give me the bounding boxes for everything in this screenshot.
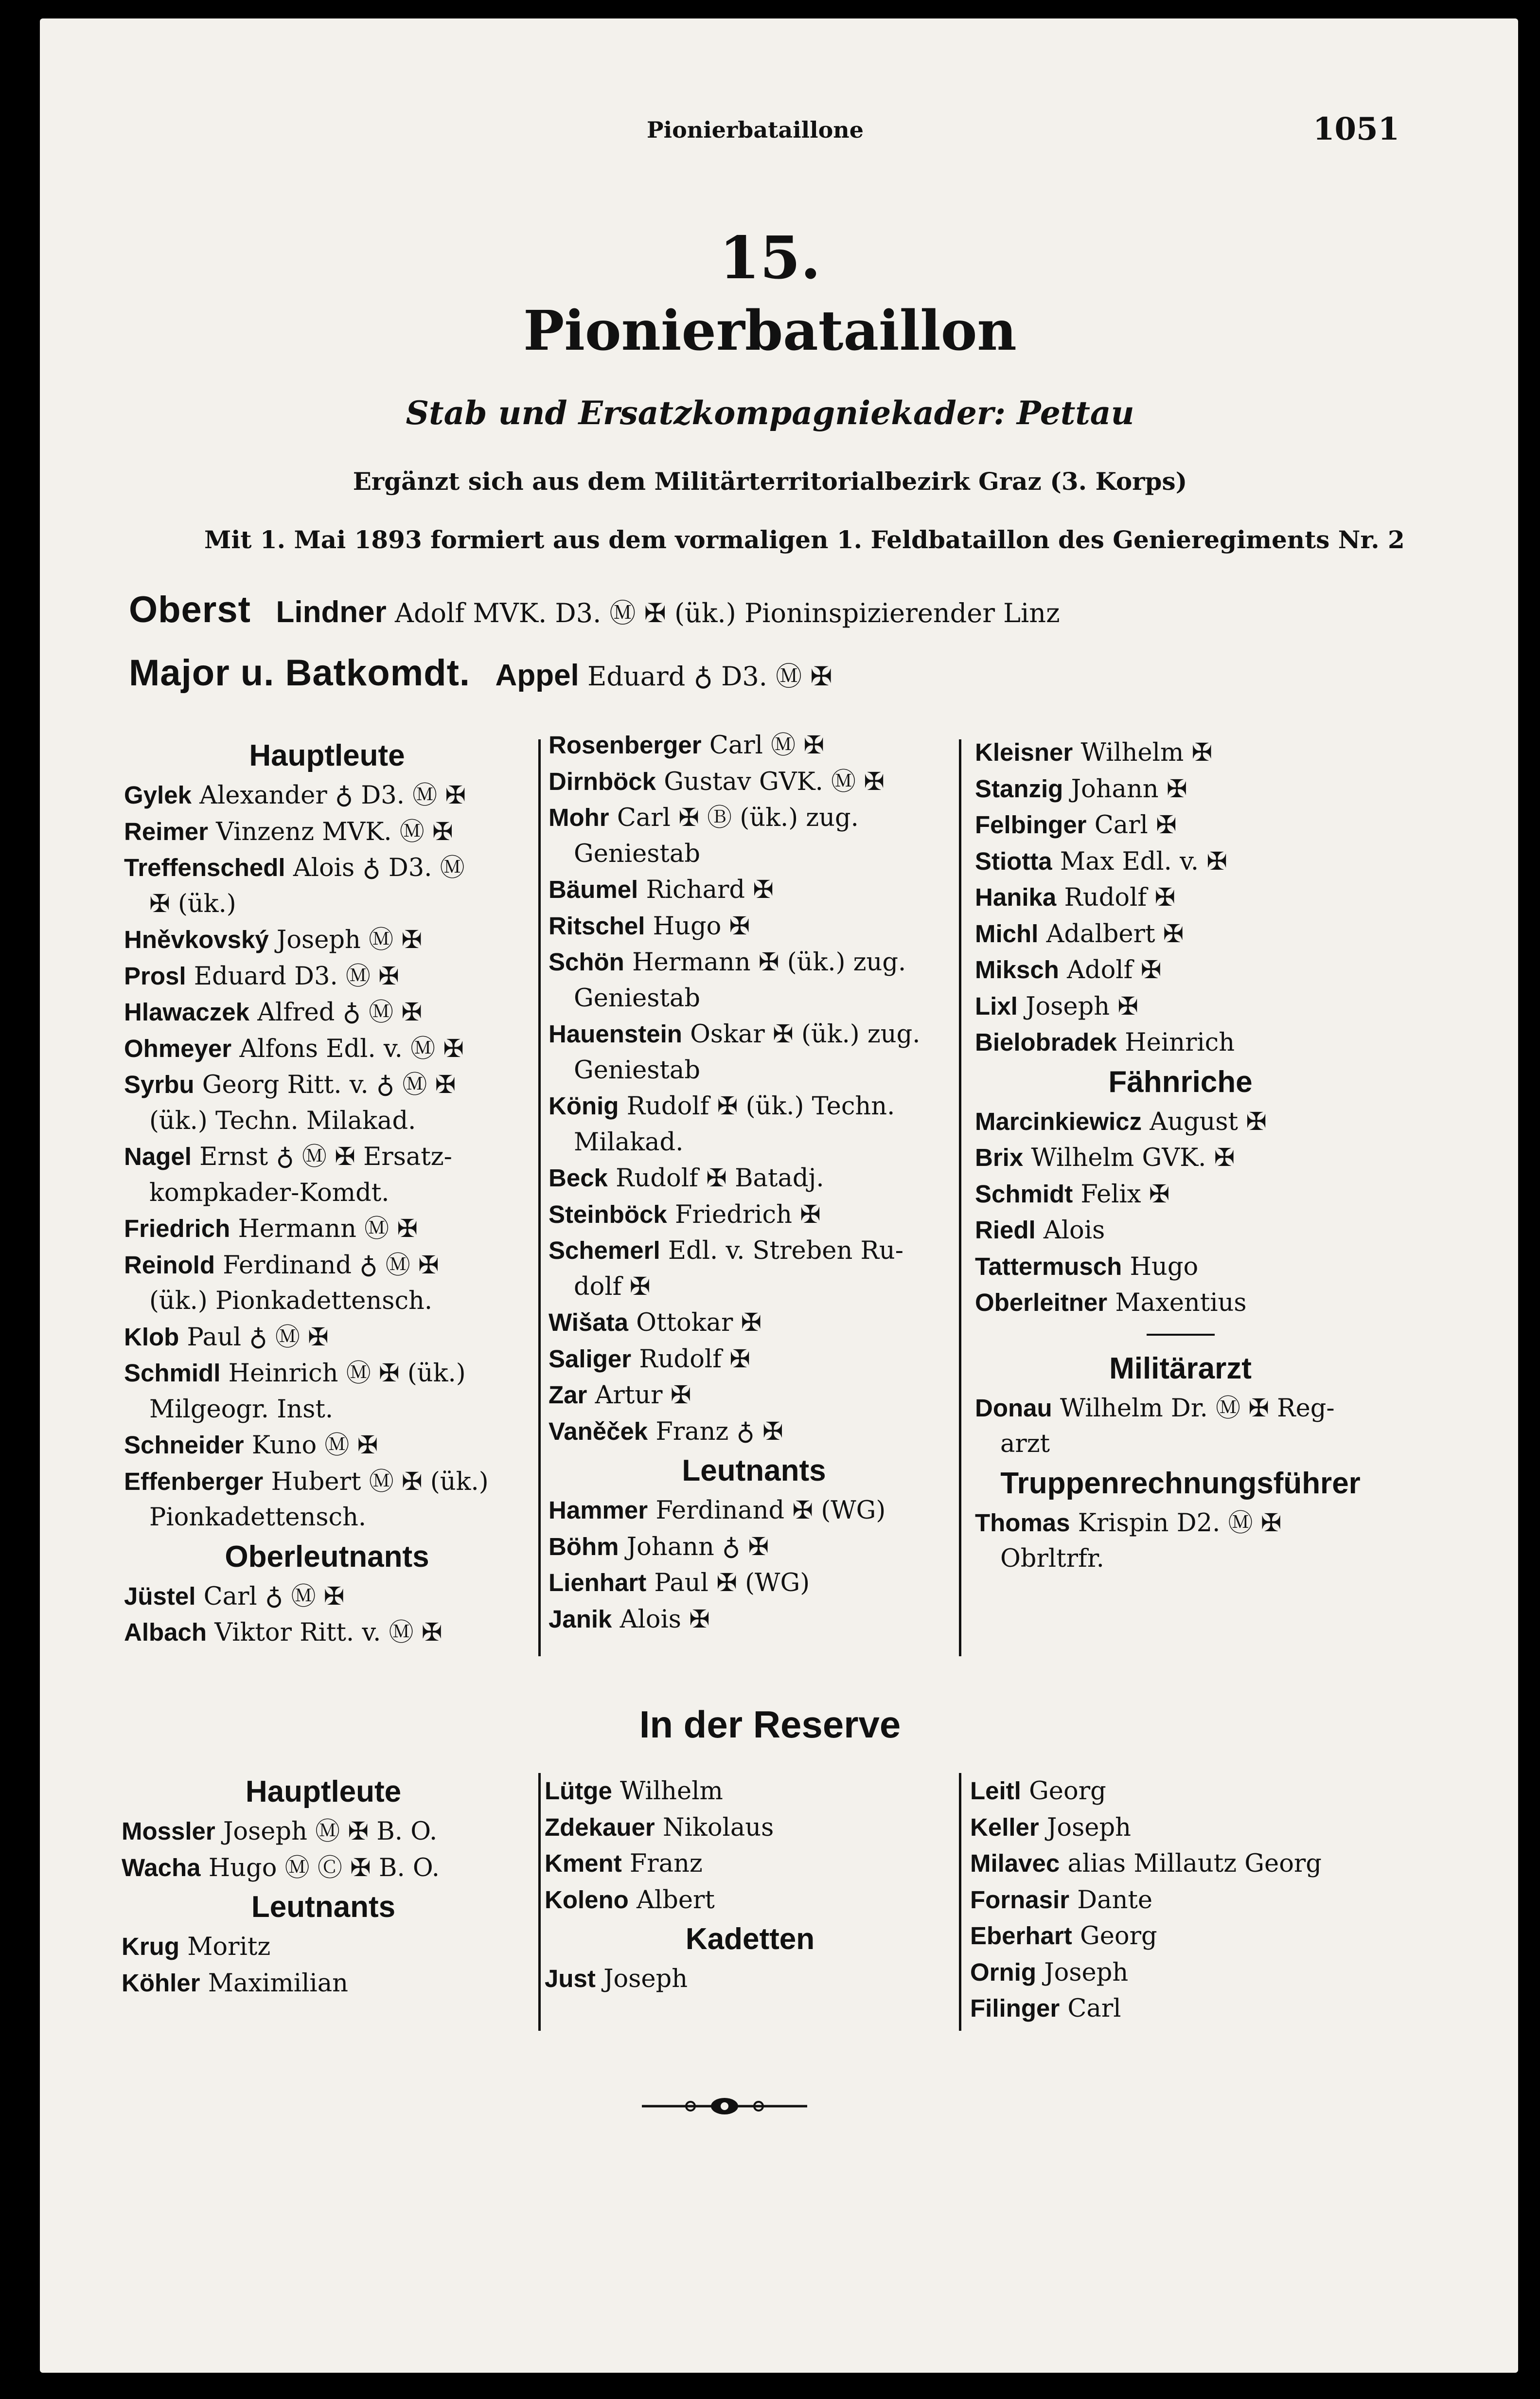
officer-details: Alfred ♁ Ⓜ ✠ <box>257 998 423 1027</box>
entry-continuation: ✠ (ük.) <box>149 889 236 918</box>
officer-entry <box>124 1578 530 1615</box>
officer-entry <box>549 1305 959 1341</box>
officer-details: Hubert Ⓜ ✠ (ük.) <box>271 1467 489 1496</box>
battalion-number: 15. <box>719 224 821 292</box>
officer-details: Georg Ritt. v. ♁ Ⓜ ✠ <box>202 1071 456 1099</box>
column-divider <box>959 1773 961 2031</box>
officer-details: Rudolf ✠ <box>639 1344 751 1374</box>
officer-surname: Hlawaczek <box>124 998 249 1026</box>
officer-surname: Oberleitner <box>975 1289 1108 1316</box>
officer-details: Franz ♁ ✠ <box>655 1417 783 1446</box>
officer-surname: Hněvkovský <box>124 926 269 953</box>
officer-surname: Steinböck <box>549 1200 667 1228</box>
officer-details: Richard ✠ <box>646 876 774 904</box>
officer-entry <box>124 958 530 995</box>
officer-details: Hugo <box>1130 1252 1199 1281</box>
officer-details: Adolf ✠ <box>1067 956 1162 985</box>
officer-details: Carl ✠ <box>1094 811 1177 840</box>
officer-surname: Reimer <box>124 817 208 845</box>
officer-details: Dante <box>1077 1885 1153 1915</box>
officer-details: Alois ✠ <box>620 1605 710 1634</box>
section-heading: Oberleutnants <box>225 1540 429 1574</box>
officer-entry <box>122 1813 525 1850</box>
officer-details: Georg <box>1029 1777 1106 1806</box>
officer-entry <box>124 1031 530 1067</box>
officer-entry <box>549 1016 959 1053</box>
officer-entry <box>122 1850 525 1886</box>
officer-surname: Mossler <box>122 1817 215 1845</box>
officer-entry <box>124 777 530 814</box>
column-divider <box>538 1773 541 2031</box>
section-heading: Kadetten <box>685 1922 815 1956</box>
officer-surname: Bäumel <box>549 876 638 903</box>
section-heading: Hauptleute <box>245 1775 402 1808</box>
officer-entry <box>549 1341 959 1378</box>
officer-entry <box>975 952 1386 988</box>
officer-surname: Ornig <box>970 1958 1036 1986</box>
officer-details: Maximilian <box>208 1969 348 1998</box>
officer-surname: Effenberger <box>124 1467 264 1495</box>
commander-details: Adolf MVK. D3. Ⓜ ✠ (ük.) Pioninspizierender Linz <box>394 598 1060 628</box>
page-number: 1051 <box>1313 111 1400 147</box>
officer-entry <box>970 1882 1388 1918</box>
end-ornament <box>637 2094 812 2118</box>
officer-entry <box>549 1565 959 1601</box>
officer-surname: Milavec <box>970 1849 1060 1877</box>
officer-details: Gustav GVK. Ⓜ ✠ <box>664 767 885 796</box>
entry-continuation: dolf ✠ <box>574 1272 651 1301</box>
section-heading: Hauptleute <box>249 739 405 772</box>
officer-details: Alois ♁ D3. Ⓜ <box>293 854 465 882</box>
officer-surname: Michl <box>975 919 1039 948</box>
officer-details: Wilhelm GVK. ✠ <box>1031 1144 1235 1172</box>
officer-details: Joseph <box>1044 1958 1129 1987</box>
officer-details: Joseph Ⓜ ✠ B. O. <box>223 1817 438 1846</box>
separator-rule <box>975 1321 1386 1347</box>
officer-details: Rudolf ✠ <box>1064 883 1176 912</box>
commander-rank: Major u. Batkomdt. <box>129 652 471 694</box>
officer-details: Kuno Ⓜ ✠ <box>251 1431 378 1460</box>
officer-surname: Fornasir <box>970 1885 1070 1914</box>
officer-surname: Filinger <box>970 1994 1060 2022</box>
officer-surname: Krug <box>122 1933 179 1960</box>
officer-entry <box>124 1427 530 1464</box>
officer-surname: Wacha <box>122 1853 201 1881</box>
officer-details: alias Millautz Georg <box>1067 1849 1322 1878</box>
officer-details: Carl <box>1067 1994 1121 2023</box>
officer-details: Edl. v. Streben Ru- <box>668 1236 903 1265</box>
officer-surname: Riedl <box>975 1216 1036 1244</box>
officer-entry <box>122 1929 525 1965</box>
officer-details: Johann ✠ <box>1071 774 1187 804</box>
officer-entry <box>549 1492 959 1529</box>
officer-surname: Zar <box>549 1381 587 1409</box>
officer-entry <box>975 1212 1386 1249</box>
officer-entry <box>124 1067 530 1103</box>
officer-entry <box>970 1990 1388 2026</box>
officer-surname: Saliger <box>549 1344 632 1373</box>
officer-entry <box>124 1614 530 1651</box>
officer-details: Ottokar ✠ <box>636 1308 762 1337</box>
officer-surname: Felbinger <box>975 811 1087 839</box>
officer-surname: Prosl <box>124 962 186 990</box>
formation-note: Mit 1. Mai 1893 formiert aus dem vormaligen 1. Feldbataillon des Genieregiments Nr. 2 <box>204 525 1405 554</box>
officer-details: Georg <box>1080 1922 1157 1951</box>
officer-entry <box>549 1160 959 1197</box>
officer-surname: Nagel <box>124 1143 192 1170</box>
officer-surname: Janik <box>549 1605 612 1633</box>
officer-entry <box>975 1285 1386 1321</box>
officer-details: Franz <box>629 1849 703 1878</box>
officer-entry <box>549 800 959 836</box>
entry-continuation: Geniestab <box>574 1056 700 1085</box>
officer-entry <box>549 944 959 981</box>
officer-entry <box>549 764 959 800</box>
officer-details: Ernst ♁ Ⓜ ✠ Ersatz- <box>199 1143 452 1171</box>
officer-entry <box>975 734 1386 771</box>
officer-surname: Vaněček <box>549 1417 648 1445</box>
officer-details: Carl ✠ Ⓑ (ük.) zug. <box>617 804 859 832</box>
officer-surname: Mohr <box>549 804 609 831</box>
officer-surname: Reinold <box>124 1251 215 1279</box>
officer-surname: Lixl <box>975 992 1018 1020</box>
officer-entry <box>975 1249 1386 1285</box>
commander-surname: Lindner <box>276 595 387 629</box>
officer-entry <box>124 1464 530 1500</box>
officer-details: Moritz <box>187 1933 271 1961</box>
officer-surname: Brix <box>975 1144 1024 1171</box>
officer-details: Johann ♁ ✠ <box>626 1532 769 1561</box>
officer-entry <box>549 1197 959 1233</box>
officer-entry <box>975 1505 1386 1541</box>
officer-surname: König <box>549 1092 619 1120</box>
officer-column-3 <box>975 734 1386 1659</box>
officer-entry <box>975 1104 1386 1140</box>
officer-details: Eduard D3. Ⓜ ✠ <box>194 962 399 991</box>
commander-surname: Appel <box>495 659 579 692</box>
officer-surname: Albach <box>124 1618 207 1646</box>
officer-entry <box>549 872 959 908</box>
officer-surname: Jüstel <box>124 1582 196 1610</box>
officer-details: Hermann ✠ (ük.) zug. <box>632 948 906 977</box>
officer-surname: Marcinkiewicz <box>975 1107 1142 1135</box>
officer-entry <box>975 1176 1386 1213</box>
officer-details: Carl Ⓜ ✠ <box>709 731 825 760</box>
officer-surname: Treffenschedl <box>124 854 285 881</box>
officer-entry <box>975 807 1386 843</box>
column-divider <box>538 739 541 1656</box>
officer-entry <box>124 1247 530 1284</box>
officer-details: Ferdinand ♁ Ⓜ ✠ <box>223 1251 439 1280</box>
officer-entry <box>124 1211 530 1247</box>
officer-details: Wilhelm <box>620 1777 723 1806</box>
officer-entry <box>975 879 1386 916</box>
officer-details: Hugo Ⓜ Ⓒ ✠ B. O. <box>208 1853 440 1882</box>
commander-major <box>129 652 832 694</box>
officer-details: Krispin D2. Ⓜ ✠ <box>1078 1508 1282 1538</box>
officer-entry <box>549 1233 959 1269</box>
officer-details: Viktor Ritt. v. Ⓜ ✠ <box>214 1618 443 1647</box>
officer-entry <box>124 1319 530 1356</box>
officer-surname: Miksch <box>975 956 1059 984</box>
officer-surname: Wišata <box>549 1308 628 1336</box>
officer-surname: Dirnböck <box>549 767 656 795</box>
officer-details: Rudolf ✠ (ük.) Techn. <box>626 1092 895 1121</box>
officer-surname: Schmidt <box>975 1180 1073 1208</box>
officer-surname: Ohmeyer <box>124 1034 232 1062</box>
section-heading: Leutnants <box>682 1454 826 1487</box>
officer-surname: Donau <box>975 1394 1052 1422</box>
officer-details: Hugo ✠ <box>653 912 750 941</box>
officer-entry <box>124 1139 530 1175</box>
officer-details: Paul ♁ Ⓜ ✠ <box>187 1323 329 1352</box>
officer-surname: Stanzig <box>975 774 1063 803</box>
officer-details: Alois <box>1043 1216 1105 1245</box>
section-heading: Militärarzt <box>1109 1351 1252 1385</box>
reserve-column-2 <box>545 1773 956 2016</box>
entry-continuation: arzt <box>1000 1430 1050 1458</box>
officer-surname: Leitl <box>970 1777 1021 1805</box>
officer-entry <box>545 1882 956 1918</box>
officer-surname: Hanika <box>975 883 1057 911</box>
officer-entry <box>549 727 959 764</box>
officer-column-1 <box>124 734 530 1659</box>
officer-entry <box>970 1809 1388 1846</box>
officer-surname: Hammer <box>549 1496 648 1524</box>
officer-entry <box>975 771 1386 807</box>
officer-details: Wilhelm Dr. Ⓜ ✠ Reg- <box>1060 1394 1335 1423</box>
column-divider <box>959 739 961 1656</box>
officer-surname: Thomas <box>975 1508 1070 1537</box>
officer-details: Rudolf ✠ Batadj. <box>616 1164 824 1193</box>
officer-details: Max Edl. v. ✠ <box>1060 847 1228 876</box>
officer-details: Wilhelm ✠ <box>1080 738 1213 767</box>
officer-details: Alfons Edl. v. Ⓜ ✠ <box>239 1034 464 1063</box>
officer-surname: Schön <box>549 948 624 976</box>
officer-surname: Schneider <box>124 1431 244 1459</box>
officer-entry <box>549 1088 959 1125</box>
officer-entry <box>549 908 959 945</box>
commander-rank: Oberst <box>129 589 251 630</box>
entry-continuation: kompkader-Komdt. <box>149 1178 389 1207</box>
officer-surname: Klob <box>124 1323 179 1351</box>
officer-surname: Böhm <box>549 1532 619 1560</box>
officer-entry <box>545 1961 956 1997</box>
running-title: Pionierbataillone <box>647 117 864 143</box>
officer-surname: Kment <box>545 1849 622 1877</box>
officer-surname: Beck <box>549 1164 608 1192</box>
officer-details: Nikolaus <box>662 1813 774 1842</box>
officer-details: Carl ♁ Ⓜ ✠ <box>203 1582 345 1611</box>
officer-entry <box>124 850 530 886</box>
officer-details: Ferdinand ✠ (WG) <box>655 1496 886 1525</box>
officer-entry <box>970 1918 1388 1954</box>
officer-details: August ✠ <box>1150 1107 1267 1136</box>
officer-entry <box>975 843 1386 880</box>
officer-details: Albert <box>637 1885 715 1915</box>
entry-continuation: Geniestab <box>574 984 700 1013</box>
entry-continuation: Milgeogr. Inst. <box>149 1395 334 1424</box>
officer-details: Oskar ✠ (ük.) zug. <box>690 1020 920 1049</box>
officer-surname: Bielobradek <box>975 1028 1117 1056</box>
officer-surname: Hauenstein <box>549 1020 682 1048</box>
separator-line <box>1147 1334 1215 1336</box>
entry-continuation: Milakad. <box>574 1128 684 1157</box>
officer-details: Heinrich <box>1125 1028 1235 1057</box>
officer-entry <box>970 1773 1388 1809</box>
officer-entry <box>975 916 1386 952</box>
officer-surname: Lienhart <box>549 1569 647 1596</box>
staff-location: Stab und Ersatzkompagniekader: Pettau <box>406 394 1134 432</box>
officer-entry <box>124 1355 530 1392</box>
officer-details: Felix ✠ <box>1080 1180 1170 1209</box>
section-heading: Leutnants <box>251 1890 396 1924</box>
officer-details: Artur ✠ <box>595 1381 691 1410</box>
officer-surname: Gylek <box>124 781 192 809</box>
entry-continuation: (ük.) Techn. Milakad. <box>149 1106 416 1135</box>
officer-entry <box>549 1529 959 1565</box>
battalion-title: Pionierbataillon <box>523 299 1017 363</box>
recruitment-district: Ergänzt sich aus dem Militärterritorialbezirk Graz (3. Korps) <box>353 467 1187 496</box>
officer-surname: Kleisner <box>975 738 1073 766</box>
officer-surname: Lütge <box>545 1777 612 1805</box>
officer-column-2 <box>549 727 959 1659</box>
officer-surname: Koleno <box>545 1885 629 1914</box>
entry-continuation: Geniestab <box>574 839 700 868</box>
officer-details: Paul ✠ (WG) <box>654 1569 810 1597</box>
entry-continuation: Obrltrfr. <box>1000 1544 1104 1573</box>
officer-entry <box>975 1024 1386 1061</box>
section-heading: Fähnriche <box>1108 1065 1253 1099</box>
officer-details: Joseph ✠ <box>1026 992 1139 1021</box>
officer-details: Heinrich Ⓜ ✠ (ük.) <box>228 1359 466 1388</box>
officer-entry <box>545 1809 956 1846</box>
reserve-heading: In der Reserve <box>639 1703 901 1746</box>
officer-entry <box>545 1845 956 1882</box>
officer-surname: Schmidl <box>124 1359 221 1387</box>
officer-surname: Köhler <box>122 1969 200 1997</box>
officer-entry <box>975 1390 1386 1427</box>
reserve-column-3 <box>970 1773 1388 2026</box>
entry-continuation: Pionkadettensch. <box>149 1503 367 1532</box>
officer-details: Friedrich ✠ <box>674 1200 821 1229</box>
officer-details: Joseph <box>603 1965 688 1993</box>
officer-entry <box>970 1954 1388 1991</box>
officer-details: Joseph <box>1046 1813 1131 1842</box>
officer-surname: Just <box>545 1965 596 1992</box>
officer-surname: Rosenberger <box>549 731 702 759</box>
officer-surname: Ritschel <box>549 912 645 940</box>
officer-details: Alexander ♁ D3. Ⓜ ✠ <box>199 781 466 810</box>
section-heading: Truppenrechnungsführer <box>1000 1466 1361 1500</box>
officer-surname: Syrbu <box>124 1071 195 1098</box>
officer-entry <box>545 1773 956 1809</box>
officer-entry <box>549 1601 959 1638</box>
reserve-column-1 <box>122 1771 525 2014</box>
officer-entry <box>549 1414 959 1450</box>
commander-oberst <box>129 589 1060 631</box>
officer-entry <box>549 1377 959 1414</box>
officer-surname: Keller <box>970 1813 1039 1841</box>
officer-entry <box>124 994 530 1031</box>
entry-continuation: (ük.) Pionkadettensch. <box>149 1287 433 1315</box>
officer-surname: Friedrich <box>124 1215 230 1242</box>
officer-entry <box>975 988 1386 1025</box>
officer-surname: Schemerl <box>549 1236 660 1264</box>
officer-entry <box>122 1965 525 2002</box>
officer-entry <box>124 922 530 958</box>
officer-surname: Tattermusch <box>975 1252 1122 1280</box>
officer-entry <box>975 1140 1386 1176</box>
officer-details: Hermann Ⓜ ✠ <box>238 1215 418 1243</box>
officer-entry <box>970 1845 1388 1882</box>
officer-entry <box>124 814 530 850</box>
commander-details: Eduard ♁ D3. Ⓜ ✠ <box>587 661 832 692</box>
officer-details: Vinzenz MVK. Ⓜ ✠ <box>216 817 453 846</box>
officer-details: Joseph Ⓜ ✠ <box>276 926 423 954</box>
officer-details: Adalbert ✠ <box>1046 919 1184 949</box>
officer-details: Maxentius <box>1115 1289 1247 1317</box>
officer-surname: Eberhart <box>970 1922 1072 1950</box>
officer-surname: Zdekauer <box>545 1813 655 1841</box>
officer-surname: Stiotta <box>975 847 1052 875</box>
